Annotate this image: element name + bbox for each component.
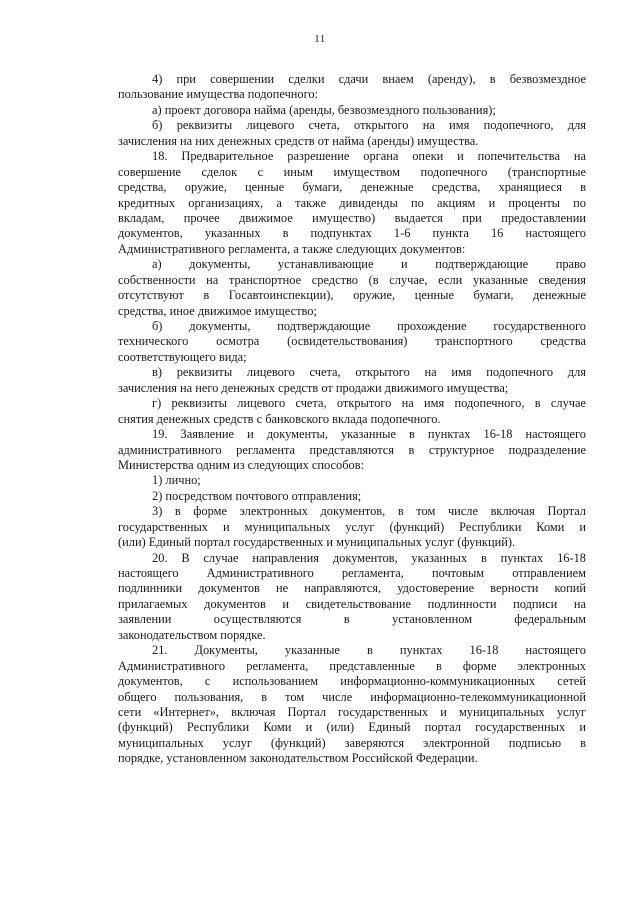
text-line: средства, оружие, ценные бумаги, денежные средства, хранящиеся в — [118, 180, 586, 195]
document-body — [0, 72, 640, 767]
text-line: общего пользования, в том числе информационно-телекоммуникационной — [118, 689, 586, 704]
text-line: (или) Единый портал государственных и муниципальных услуг (функций). — [118, 535, 516, 550]
text-line: собственности на транспортное средство (в случае, если указанные сведения — [118, 272, 586, 287]
text-line: в) реквизиты лицевого счета, открытого на имя подопечного для — [152, 365, 586, 380]
text-line: 19. Заявление и документы, указанные в пунктах 16-18 настоящего — [152, 427, 586, 442]
text-line: порядке, установленном законодательством Российской Федерации. — [118, 751, 478, 766]
text-line: зачисления на него денежных средств от продажи движимого имущества; — [118, 380, 509, 395]
text-line: а) документы, устанавливающие и подтверждающие право — [152, 257, 586, 272]
text-line: зачисления на них денежных средств от найма (аренды) имущества. — [118, 133, 479, 148]
text-line: б) реквизиты лицевого счета, открытого на имя подопечного, для — [152, 118, 586, 133]
text-line: 21. Документы, указанные в пунктах 16-18 настоящего — [152, 643, 586, 658]
page-number: 11 — [314, 33, 326, 45]
text-line: технического осмотра (освидетельствования) транспортного средства — [118, 334, 586, 349]
text-line: 2) посредством почтового отправления; — [152, 488, 362, 503]
text-line: документов, с использованием информационно-коммуникационных сетей — [118, 674, 586, 689]
text-line: б) документы, подтверждающие прохождение государственного — [152, 319, 586, 333]
text-line: государственных и муниципальных услуг (функций) Республики Коми и — [118, 519, 586, 534]
text-line: заявлении осуществляются в установленном федеральным — [118, 612, 586, 627]
text-line: настоящего Административного регламента, почтовым отправлением — [118, 566, 586, 580]
text-line: Министерства одним из следующих способов: — [118, 457, 365, 472]
text-line: 20. В случае направления документов, указанных в пунктах 16-18 — [152, 550, 586, 565]
text-line: (функций) Республики Коми и (или) Единый портал государственных и — [118, 720, 586, 735]
text-line: средства, иное движимое имущество; — [118, 303, 317, 318]
text-line: Административного регламента, а также следующих документов: — [118, 241, 466, 256]
text-line: сети «Интернет», включая Портал государственных и муниципальных услуг — [118, 704, 586, 719]
text-line: а) проект договора найма (аренды, безвозмездного пользования); — [152, 102, 496, 117]
text-line: совершение сделок с иным имуществом подопечного (транспортные — [118, 164, 586, 179]
text-line: кредитных организациях, а также дивиденды по акциям и проценты по — [118, 195, 586, 210]
text-line: прилагаемых документов и свидетельствование подлинности подписи на — [118, 596, 586, 611]
text-line: г) реквизиты лицевого счета, открытого на имя подопечного, в случае — [152, 396, 586, 411]
text-line: 1) лично; — [152, 473, 201, 488]
text-line: Административного регламента, представленные в форме электронных — [118, 658, 586, 673]
text-line: административного регламента представляются в структурное подразделение — [118, 442, 586, 457]
text-line: документов, указанных в подпунктах 1-6 пункта 16 настоящего — [118, 226, 586, 241]
text-line: 18. Предварительное разрешение органа опеки и попечительства на — [152, 149, 586, 164]
text-line: пользование имущества подопечного: — [118, 87, 319, 102]
text-line: муниципальных услуг (функций) заверяются электронной подписью в — [118, 735, 586, 750]
text-line: 3) в форме электронных документов, в том числе включая Портал — [152, 504, 586, 519]
text-line: отсутствуют в Госавтоинспекции), оружие, ценные бумаги, денежные — [118, 288, 586, 303]
text-line: соответствующего вида; — [118, 349, 247, 364]
text-line: законодательством порядке. — [118, 627, 266, 642]
text-line: снятия денежных средств с банковского вклада подопечного. — [118, 411, 441, 426]
text-line: подлинники документов не направляются, удостоверение верности копий — [118, 581, 586, 596]
text-line: вкладам, прочее движимое имущество) выдается при предоставлении — [118, 210, 586, 225]
text-line: 4) при совершении сделки сдачи внаем (аренду), в безвозмездное — [152, 72, 586, 86]
